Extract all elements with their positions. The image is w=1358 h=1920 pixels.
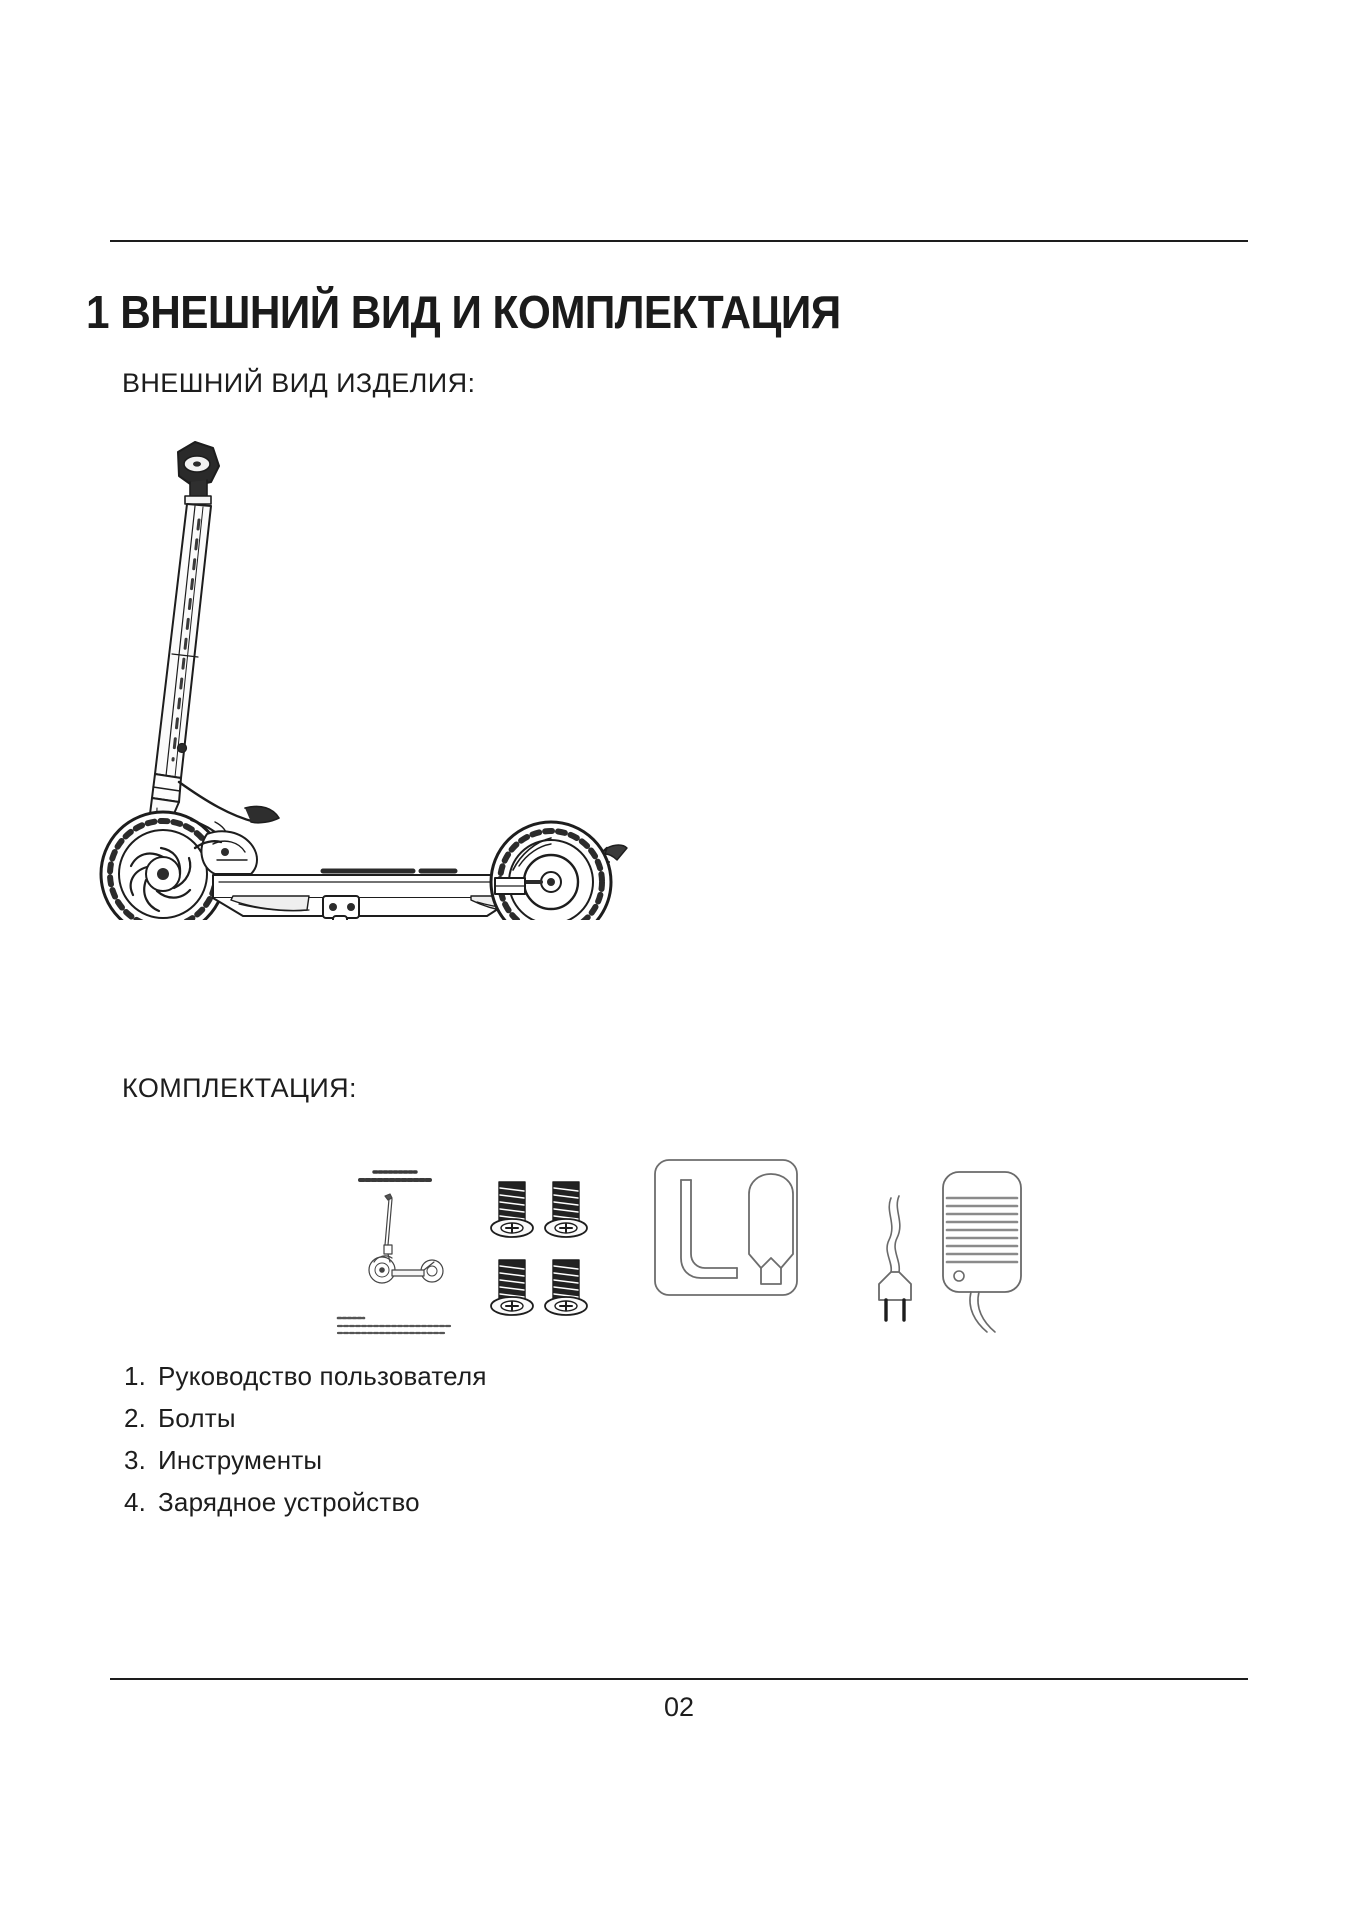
allen-key-and-wrench-icon [645,1150,810,1340]
rear-axle-bracket [495,878,525,894]
list-item [124,1439,487,1481]
page-number: 02 [663,1692,695,1722]
footer-divider [110,1678,1248,1680]
list-item-label: Болты [158,1403,236,1433]
header-divider [110,240,1248,242]
product-appearance-figure [95,430,695,920]
mains-plug [879,1196,911,1320]
list-item-label: Зарядное устройство [158,1487,420,1517]
adapter-brick [943,1172,1021,1332]
list-item-number: 1. [124,1361,147,1391]
list-item [124,1481,487,1523]
user-manual-booklet-icon [330,1150,460,1340]
parts-list [124,1355,487,1523]
scooter-stem [155,504,211,778]
list-item-number: 2. [124,1403,147,1433]
list-item-number: 4. [124,1487,147,1517]
power-adapter-charger-icon [855,1150,1030,1340]
rear-wheel [491,822,611,920]
kickstand [323,896,359,920]
appearance-section-label: ВНЕШНИЙ ВИД ИЗДЕЛИЯ: [122,368,476,398]
contents-section-label: КОМПЛЕКТАЦИЯ: [122,1073,357,1103]
four-bolts-icon [485,1150,605,1340]
handlebar-clamp [178,442,219,504]
list-item-label: Руководство пользователя [158,1361,487,1391]
list-item [124,1397,487,1439]
accessories-figure-row [300,1150,1060,1340]
page-title: 1 ВНЕШНИЙ ВИД И КОМПЛЕКТАЦИЯ [86,285,841,338]
list-item-number: 3. [124,1445,147,1475]
list-item-label: Инструменты [158,1445,323,1475]
list-item [124,1355,487,1397]
